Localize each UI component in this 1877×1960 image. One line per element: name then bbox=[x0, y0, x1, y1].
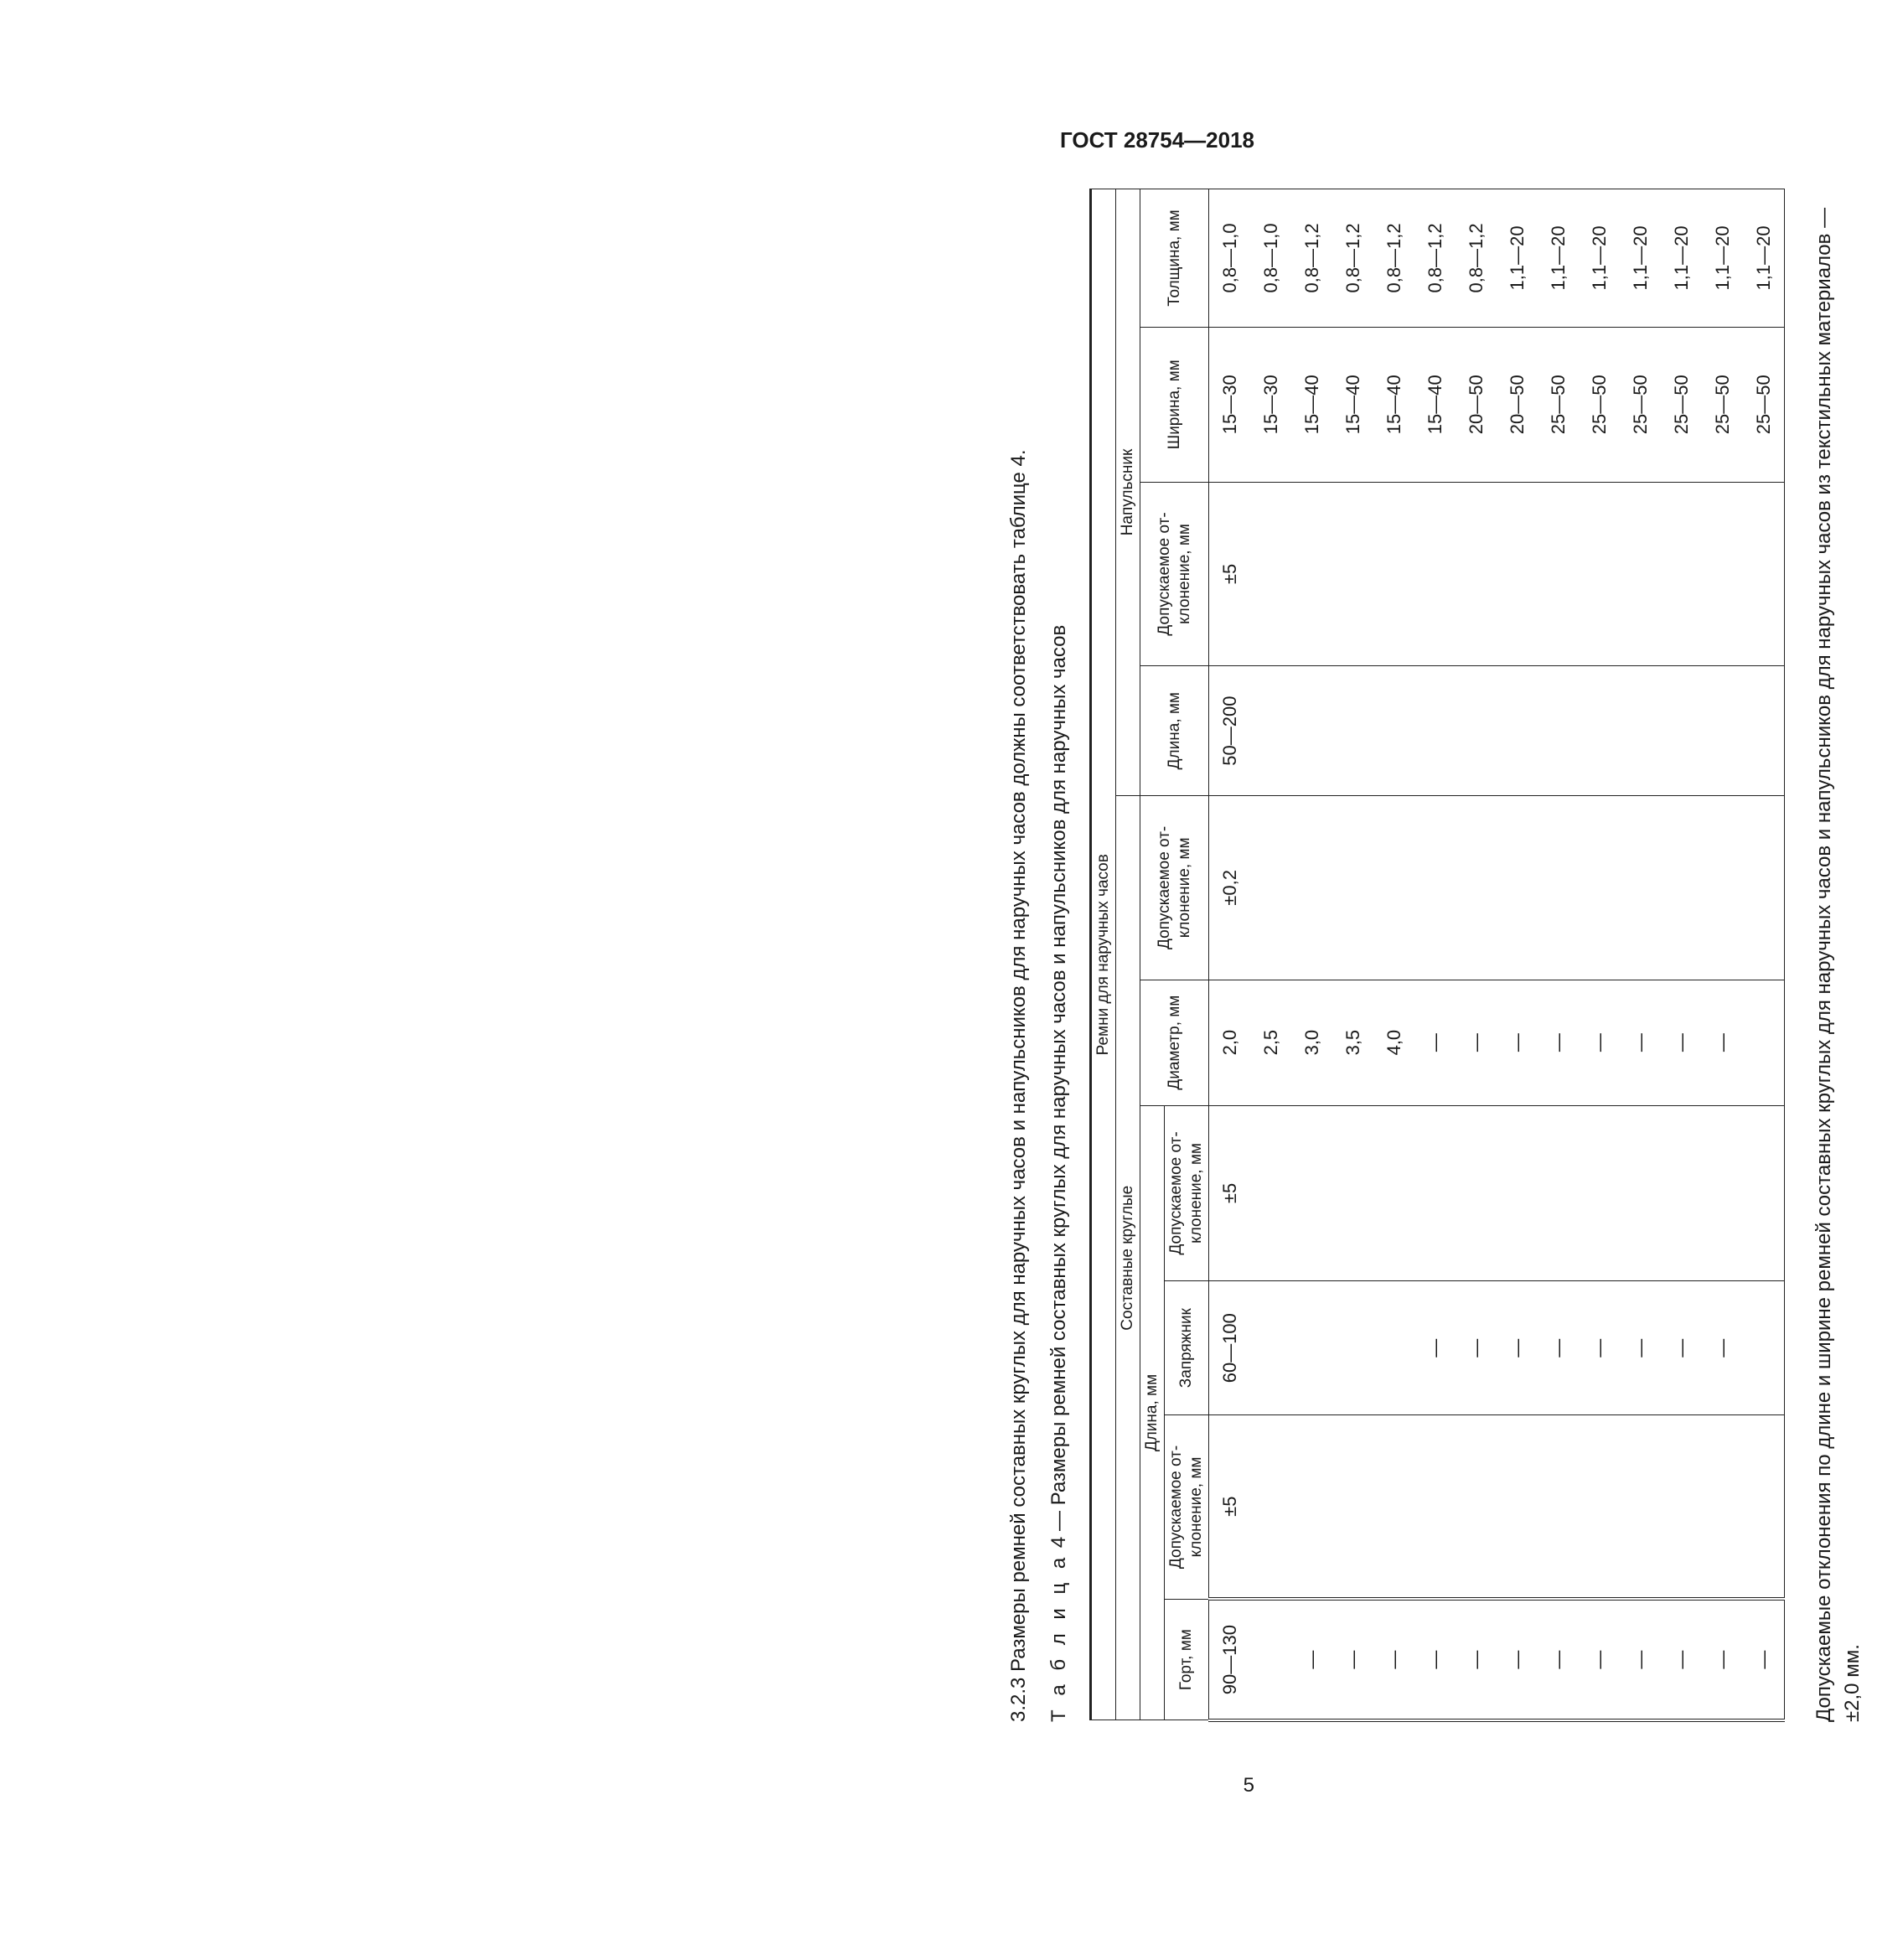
cell: 20—50 bbox=[1507, 375, 1528, 435]
cell: — bbox=[1548, 1033, 1569, 1052]
header-length-group: Длина, мм bbox=[1140, 1105, 1165, 1720]
cell: 0,8—1,2 bbox=[1466, 223, 1487, 293]
table-caption bbox=[1047, 625, 1071, 1722]
cell: 0,8—1,2 bbox=[1425, 223, 1445, 293]
column-tolerance-diameter bbox=[1209, 796, 1785, 980]
cell: 0,8—1,2 bbox=[1342, 223, 1363, 293]
cell: — bbox=[1466, 1033, 1487, 1052]
cell: — bbox=[1712, 1033, 1733, 1052]
cell: 25—50 bbox=[1671, 375, 1692, 435]
cell: ±5 bbox=[1219, 1182, 1240, 1204]
column-gort bbox=[1209, 1599, 1785, 1720]
column-diameter bbox=[1209, 980, 1785, 1105]
cell: — bbox=[1425, 1650, 1445, 1669]
cell: 25—50 bbox=[1589, 375, 1610, 435]
header-belts: Ремни для наручных часов bbox=[1091, 189, 1116, 1721]
cell: 1,1—20 bbox=[1753, 225, 1774, 291]
cell: 15—40 bbox=[1301, 375, 1322, 435]
cell: — bbox=[1507, 1033, 1528, 1052]
cell: 1,1—20 bbox=[1507, 225, 1528, 291]
table-header-row-3 bbox=[1140, 189, 1165, 1721]
cell: — bbox=[1548, 1650, 1569, 1669]
section-paragraph: 3.2.3 Размеры ремней составных круглых для наручных часов и напульсников для наручных часов должны соответствовать таблице 4. bbox=[1007, 449, 1030, 1722]
cell: 25—50 bbox=[1753, 375, 1774, 435]
column-tolerance-gort bbox=[1209, 1415, 1785, 1600]
cell: — bbox=[1466, 1650, 1487, 1669]
header-tolerance-zapryazhnik: Допускаемое от-клонение, мм bbox=[1165, 1105, 1209, 1281]
header-width: Ширина, мм bbox=[1140, 327, 1209, 482]
cell: 25—50 bbox=[1630, 375, 1651, 435]
table-note: Допускаемые отклонения по длине и ширине ремней составных круглых для наручных часов и напульсников для наручных часов из текстильных материалов — ±2,0 мм. bbox=[1812, 207, 1864, 1722]
column-tolerance-zapryazhnik bbox=[1209, 1105, 1785, 1281]
cell: 60—100 bbox=[1219, 1313, 1240, 1383]
cell bbox=[1291, 1281, 1332, 1414]
cell: — bbox=[1507, 1338, 1528, 1358]
cell: — bbox=[1671, 1650, 1692, 1669]
cell: — bbox=[1630, 1650, 1651, 1669]
cell: — bbox=[1466, 1338, 1487, 1358]
column-zapryazhnik bbox=[1209, 1281, 1785, 1415]
header-tolerance-gort: Допускаемое от-клонение, мм bbox=[1165, 1415, 1209, 1600]
dimensions-table bbox=[1089, 189, 1785, 1722]
cell: — bbox=[1507, 1650, 1528, 1669]
cell: 90—130 bbox=[1219, 1625, 1240, 1695]
cell: 0,8—1,2 bbox=[1301, 223, 1322, 293]
table-caption-number: 4 bbox=[1047, 1536, 1070, 1549]
cell bbox=[1250, 1281, 1291, 1414]
cell: — bbox=[1425, 1033, 1445, 1052]
cell: 20—50 bbox=[1466, 375, 1487, 435]
cell: 0,8—1,0 bbox=[1219, 223, 1240, 293]
rotated-inner bbox=[1006, 189, 1877, 1722]
cell: — bbox=[1630, 1338, 1651, 1358]
column-length-wristband bbox=[1209, 666, 1785, 796]
cell: 3,5 bbox=[1342, 1029, 1363, 1056]
cell: — bbox=[1342, 1650, 1363, 1669]
column-tolerance-wristband bbox=[1209, 482, 1785, 666]
header-diameter: Диаметр, мм bbox=[1140, 980, 1209, 1105]
cell: — bbox=[1630, 1033, 1651, 1052]
cell: 15—40 bbox=[1383, 375, 1404, 435]
cell: 4,0 bbox=[1383, 1029, 1404, 1056]
cell: 0,8—1,2 bbox=[1383, 223, 1404, 293]
cell: ±5 bbox=[1219, 1496, 1240, 1517]
cell: 15—40 bbox=[1425, 375, 1445, 435]
table-data-row bbox=[1209, 189, 1785, 1721]
cell: 2,5 bbox=[1260, 1029, 1281, 1056]
cell: 25—50 bbox=[1712, 375, 1733, 435]
cell: — bbox=[1671, 1338, 1692, 1358]
cell: 2,0 bbox=[1219, 1029, 1240, 1056]
header-tolerance-diameter: Допускаемое от-клонение, мм bbox=[1140, 796, 1209, 980]
cell: — bbox=[1383, 1650, 1404, 1669]
header-thickness: Толщина, мм bbox=[1140, 189, 1209, 328]
cell bbox=[1332, 1281, 1373, 1414]
cell: 15—40 bbox=[1342, 375, 1363, 435]
cell: — bbox=[1712, 1338, 1733, 1358]
cell: 1,1—20 bbox=[1630, 225, 1651, 291]
cell: — bbox=[1589, 1338, 1610, 1358]
header-length-wristband: Длина, мм bbox=[1140, 666, 1209, 796]
cell: ±0,2 bbox=[1219, 870, 1240, 906]
table-caption-title: — Размеры ремней составных круглых для наручных часов и напульсников для наручных часов bbox=[1047, 624, 1070, 1532]
cell: 25—50 bbox=[1548, 375, 1569, 435]
cell: — bbox=[1548, 1338, 1569, 1358]
cell: — bbox=[1589, 1650, 1610, 1669]
cell: 50—200 bbox=[1219, 696, 1240, 766]
cell bbox=[1373, 1281, 1414, 1414]
cell: — bbox=[1589, 1033, 1610, 1052]
cell: — bbox=[1671, 1033, 1692, 1052]
header-zapryazhnik: Запряжник bbox=[1165, 1281, 1209, 1415]
cell: 15—30 bbox=[1219, 375, 1240, 435]
document-standard-number: ГОСТ 28754—2018 bbox=[1060, 127, 1254, 153]
header-gort: Горт, мм bbox=[1165, 1599, 1209, 1720]
cell: 1,1—20 bbox=[1712, 225, 1733, 291]
column-width bbox=[1209, 327, 1785, 482]
cell: — bbox=[1712, 1650, 1733, 1669]
header-wristband: Напульсник bbox=[1116, 189, 1140, 796]
cell: 1,1—20 bbox=[1671, 225, 1692, 291]
cell: — bbox=[1753, 1650, 1774, 1669]
cell: ±5 bbox=[1219, 563, 1240, 585]
cell bbox=[1250, 1601, 1291, 1719]
cell: 15—30 bbox=[1260, 375, 1281, 435]
cell: — bbox=[1301, 1650, 1322, 1669]
rotated-content bbox=[1006, 0, 1877, 1722]
page-number: 5 bbox=[1243, 1774, 1254, 1797]
table-header-row-1 bbox=[1091, 189, 1116, 1721]
table-caption-prefix: Т а б л и ц а bbox=[1047, 1553, 1070, 1722]
cell: — bbox=[1425, 1338, 1445, 1358]
cell: 0,8—1,0 bbox=[1260, 223, 1281, 293]
cell: 3,0 bbox=[1301, 1029, 1322, 1056]
cell: 1,1—20 bbox=[1548, 225, 1569, 291]
table-header-row-2 bbox=[1116, 189, 1140, 1721]
cell: 1,1—20 bbox=[1589, 225, 1610, 291]
header-composite-round: Составные круглые bbox=[1116, 796, 1140, 1720]
column-thickness bbox=[1209, 189, 1785, 328]
header-tolerance-wristband: Допускаемое от-клонение, мм bbox=[1140, 482, 1209, 666]
